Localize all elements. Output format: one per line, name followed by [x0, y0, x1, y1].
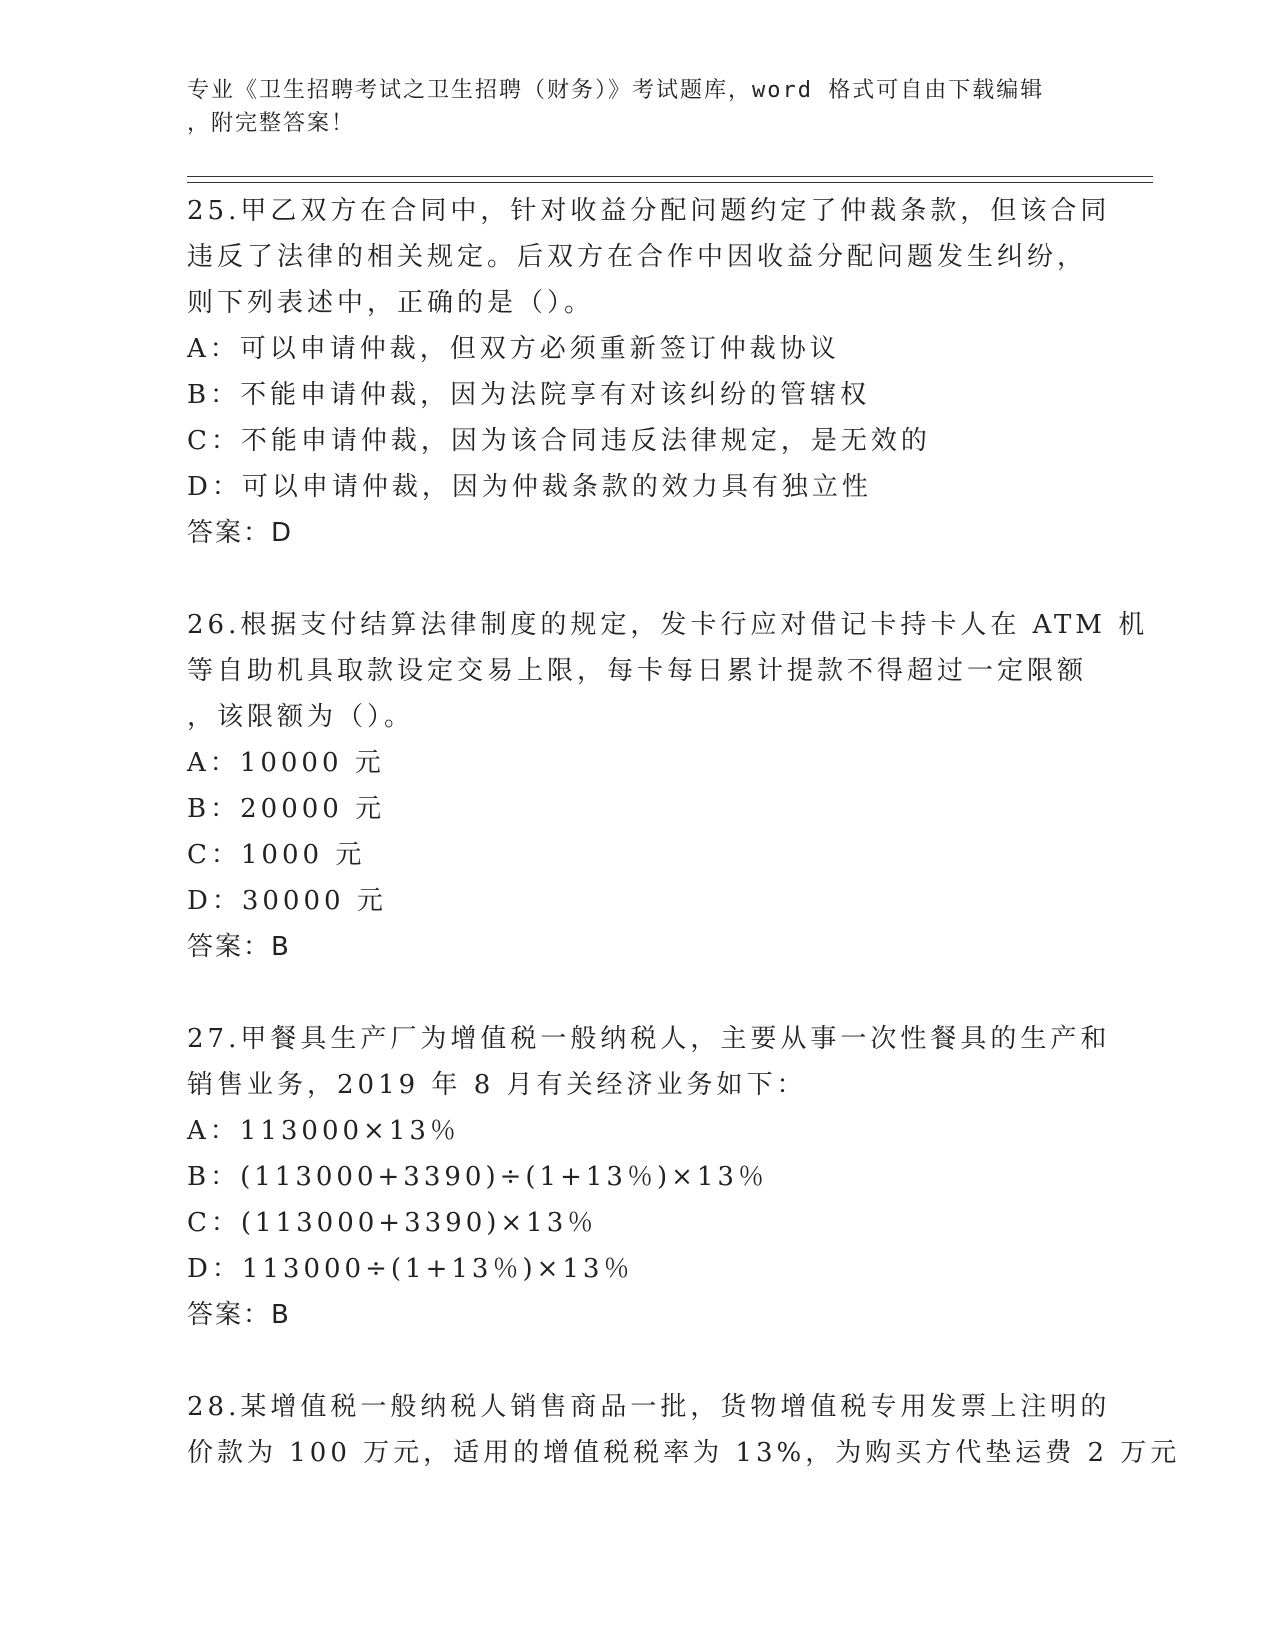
question-stem-line: 销售业务，2019 年 8 月有关经济业务如下： — [187, 1070, 807, 1100]
header-line-2: ，附完整答案！ — [187, 111, 356, 136]
option-c: C：不能申请仲裁，因为该合同违反法律规定，是无效的 — [187, 426, 931, 456]
option-c: C：1000 元 — [187, 840, 366, 870]
option-b: B：(113000+3390)÷(1+13％)×13％ — [187, 1162, 768, 1192]
option-d: D：113000÷(1+13％)×13％ — [187, 1254, 634, 1284]
option-b: B：20000 元 — [187, 794, 386, 824]
option-a: A：113000×13％ — [187, 1116, 460, 1146]
question-stem-line: 28.某增值税一般纳税人销售商品一批，货物增值税专用发票上注明的 — [187, 1392, 1111, 1422]
question-25 — [187, 188, 1111, 556]
question-stem-line: 等自助机具取款设定交易上限，每卡每日累计提款不得超过一定限额 — [187, 656, 1088, 686]
question-stem-line: 25.甲乙双方在合同中，针对收益分配问题约定了仲裁条款，但该合同 — [187, 196, 1111, 226]
option-b: B：不能申请仲裁，因为法院享有对该纠纷的管辖权 — [187, 380, 871, 410]
document-header — [187, 74, 1067, 140]
question-26 — [187, 602, 1149, 970]
answer-line: 答案：B — [187, 932, 291, 962]
question-stem-line: 违反了法律的相关规定。后双方在合作中因收益分配问题发生纠纷， — [187, 242, 1088, 272]
option-d: D：30000 元 — [187, 886, 387, 916]
question-spacer — [187, 556, 1087, 602]
header-line-1: 专业《卫生招聘考试之卫生招聘（财务）》考试题库，word 格式可自由下载编辑 — [187, 78, 1045, 103]
question-stem-line: 价款为 100 万元，适用的增值税税率为 13%，为购买方代垫运费 2 万元 — [187, 1438, 1181, 1468]
question-stem — [187, 188, 1111, 326]
option-d: D：可以申请仲裁，因为仲裁条款的效力具有独立性 — [187, 472, 872, 502]
answer-line: 答案：B — [187, 1300, 291, 1330]
question-stem — [187, 602, 1149, 740]
header-divider-bottom — [187, 182, 1153, 183]
question-stem-line: 27.甲餐具生产厂为增值税一般纳税人，主要从事一次性餐具的生产和 — [187, 1024, 1111, 1054]
question-stem — [187, 1384, 1181, 1476]
question-stem-line: 26.根据支付结算法律制度的规定，发卡行应对借记卡持卡人在 ATM 机 — [187, 610, 1149, 640]
question-28 — [187, 1384, 1181, 1476]
question-spacer — [187, 970, 1087, 1016]
question-list — [187, 188, 1181, 1476]
header-divider-top — [187, 176, 1153, 177]
question-27 — [187, 1016, 1111, 1338]
option-a: A：可以申请仲裁，但双方必须重新签订仲裁协议 — [187, 334, 840, 364]
question-spacer — [187, 1338, 1087, 1384]
answer-line: 答案：D — [187, 518, 294, 548]
question-stem-line: ，该限额为（）。 — [187, 702, 415, 732]
option-c: C：(113000+3390)×13％ — [187, 1208, 598, 1238]
question-stem-line: 则下列表述中，正确的是（）。 — [187, 288, 595, 318]
question-stem — [187, 1016, 1111, 1108]
option-a: A：10000 元 — [187, 748, 385, 778]
